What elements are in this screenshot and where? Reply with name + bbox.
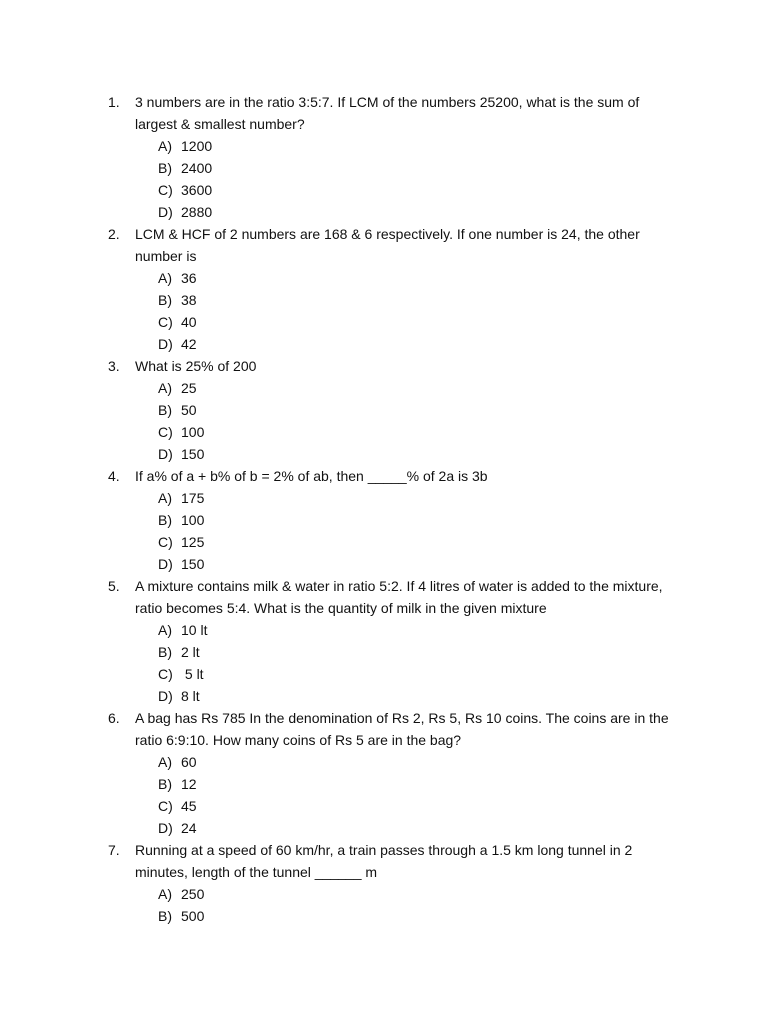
question-number: 7. [108,842,120,858]
option-letter: D) [158,820,173,836]
option-text: 250 [181,886,205,902]
option-text: 2880 [181,204,213,220]
option-text: 60 [181,754,197,770]
option-text: 175 [181,490,205,506]
option-text: 45 [181,798,197,814]
option-letter: C) [158,424,173,440]
option-text: 3600 [181,182,213,198]
option-letter: B) [158,512,172,528]
option-b [158,157,688,179]
option-text: 12 [181,776,197,792]
option-text: 2400 [181,160,213,176]
question-number: 4. [108,468,120,484]
option-text: 2 lt [181,644,200,660]
option-c [158,421,688,443]
option-letter: A) [158,380,172,396]
question-5-row [108,575,688,619]
option-letter: A) [158,138,172,154]
option-text: 8 lt [181,688,200,704]
question-1 [108,91,688,223]
option-list [158,377,688,465]
option-text: 150 [181,446,205,462]
question-text: A mixture contains milk & water in ratio 5:2. If 4 litres of water is added to the mixture, ratio becomes 5:4. What is the quantity of milk in the given mixture [135,578,663,616]
option-text: 36 [181,270,197,286]
question-7-row [108,839,688,883]
option-c [158,795,688,817]
option-text: 38 [181,292,197,308]
option-a [158,487,688,509]
option-text: 10 lt [181,622,208,638]
option-b [158,509,688,531]
option-letter: A) [158,490,172,506]
option-b [158,641,688,663]
option-letter: D) [158,336,173,352]
option-text: 25 [181,380,197,396]
option-text: 500 [181,908,205,924]
option-list [158,751,688,839]
option-a [158,619,688,641]
question-text: If a% of a + b% of b = 2% of ab, then _____% of 2a is 3b [135,468,488,484]
option-text: 50 [181,402,197,418]
option-a [158,267,688,289]
option-letter: B) [158,908,172,924]
question-4 [108,465,688,575]
option-letter: A) [158,754,172,770]
option-list [158,487,688,575]
option-letter: C) [158,314,173,330]
question-7 [108,839,688,927]
question-4-row [108,465,688,487]
option-letter: D) [158,688,173,704]
option-letter: B) [158,402,172,418]
option-d [158,443,688,465]
option-letter: A) [158,886,172,902]
option-letter: C) [158,182,173,198]
option-a [158,751,688,773]
option-letter: C) [158,534,173,550]
option-d [158,553,688,575]
option-letter: B) [158,776,172,792]
option-letter: C) [158,666,173,682]
option-d [158,201,688,223]
option-a [158,883,688,905]
option-list [158,267,688,355]
option-text: 1200 [181,138,213,154]
option-c [158,531,688,553]
option-c [158,311,688,333]
question-number: 1. [108,94,120,110]
question-text: LCM & HCF of 2 numbers are 168 & 6 respectively. If one number is 24, the other number is [135,226,640,264]
option-text: 5 lt [181,666,204,682]
option-a [158,377,688,399]
option-letter: D) [158,204,173,220]
option-d [158,333,688,355]
question-text: A bag has Rs 785 In the denomination of Rs 2, Rs 5, Rs 10 coins. The coins are in the ratio 6:9:10. How many coins of Rs 5 are in the bag? [135,710,669,748]
option-text: 100 [181,424,205,440]
question-text: Running at a speed of 60 km/hr, a train passes through a 1.5 km long tunnel in 2 minutes, length of the tunnel ______ m [135,842,633,880]
option-letter: B) [158,644,172,660]
option-letter: C) [158,798,173,814]
question-2-row [108,223,688,267]
option-letter: D) [158,446,173,462]
option-text: 125 [181,534,205,550]
option-text: 24 [181,820,197,836]
option-b [158,905,688,927]
option-letter: A) [158,622,172,638]
option-text: 42 [181,336,197,352]
question-5 [108,575,688,707]
option-b [158,399,688,421]
option-text: 100 [181,512,205,528]
option-d [158,685,688,707]
question-3-row [108,355,688,377]
question-list [108,91,688,927]
option-letter: A) [158,270,172,286]
question-text: 3 numbers are in the ratio 3:5:7. If LCM of the numbers 25200, what is the sum of largest & smallest number? [135,94,640,132]
option-list [158,135,688,223]
option-list [158,883,688,927]
question-3 [108,355,688,465]
question-number: 3. [108,358,120,374]
question-number: 2. [108,226,120,242]
option-letter: D) [158,556,173,572]
question-text: What is 25% of 200 [135,358,257,374]
question-6-row [108,707,688,751]
option-b [158,773,688,795]
option-letter: B) [158,160,172,176]
option-list [158,619,688,707]
question-2 [108,223,688,355]
option-c [158,179,688,201]
question-6 [108,707,688,839]
option-c [158,663,688,685]
option-text: 150 [181,556,205,572]
question-1-row [108,91,688,135]
option-b [158,289,688,311]
option-letter: B) [158,292,172,308]
option-d [158,817,688,839]
option-text: 40 [181,314,197,330]
question-number: 6. [108,710,120,726]
option-a [158,135,688,157]
question-number: 5. [108,578,120,594]
